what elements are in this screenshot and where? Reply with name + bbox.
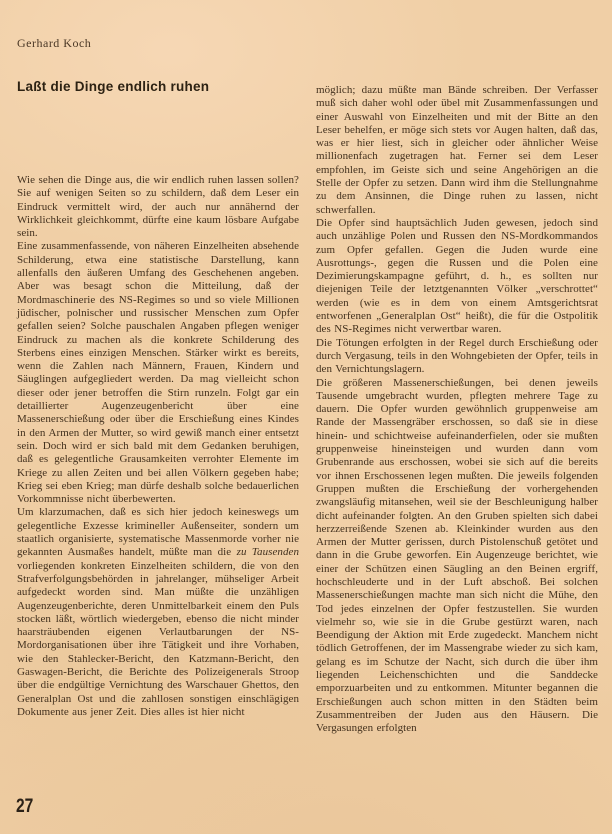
paragraph xyxy=(17,506,299,719)
right-column xyxy=(316,84,598,752)
paragraph-text: vorliegenden konkreten Einzelheiten schildern, die von den Strafverfolgungsbehörden in jahrelanger, mühseliger Arbeit aufgedeckt worden sind. Man müßte die unzähligen Augenzeugenberichte, deren Unmittelbarkeit einem den Puls stocken läßt, wörtlich wiedergeben, ebenso die nicht minder haarsträubenden eigenen Verlautbarungen der NS-Mordorganisationen über ihre Tätigkeit und ihre Vorhaben, wie den Stahlecker-Bericht, den Katzmann-Bericht, den Gaswagen-Bericht, die Berichte des Polizeigenerals Stroop über die endgültige Vernichtung des Warschauer Ghettos, den Generalplan Ost und die zahllosen sonstigen einschlägigen Dokumente aus jener Zeit. Dies alles ist hier nicht xyxy=(17,559,299,718)
page-number: 27 xyxy=(16,796,34,817)
paragraph: Eine zusammenfassende, von näheren Einzelheiten absehende Schilderung, etwa eine statistische Darstellung, kann allenfalls den äußeren Umfang des Geschehenen angeben. Aber was besagt schon die Mitteilung, daß der Mordmaschinerie des NS-Regimes so und so viele Millionen jüdischer, polnischer und russischer Menschen zum Opfer gefallen seien? Solche pauschalen Angaben pflegen weniger Eindruck zu machen als die konkrete Schilderung des Sterbens eines einzigen Menschen. Stärker wirkt es bereits, wenn die Zahlen nach Männern, Frauen, Kindern und Säuglingen aufgegliedert werden. Da mag vielleicht schon dieser oder jener betroffen die Stirn runzeln. Folgt gar ein detaillierter Augenzeugenbericht über eine Massenerschießung oder über die Erschießung eines Kindes in den Armen der Mutter, so wird gewiß manch einer entsetzt sein. Doch wird er sich bald mit dem Gedanken beruhigen, daß es gelegentliche Grausamkeiten verrohter Elemente im Kriege zu allen Zeiten und bei allen Völkern gegeben habe; Krieg sei eben Krieg; man dürfe deshalb solche bedauerlichen Vorkommnisse nicht überbewerten. xyxy=(17,240,299,506)
paragraph: Die größeren Massenerschießungen, bei denen jeweils Tausende umgebracht wurden, pflegten mehrere Tage zu dauern. Die Opfer wurden gewöhnlich gruppenweise am Rande der Massengräber erschossen, so daß sie in diese hinein- und schichtweise aufeinanderfielen, oder sie mußten gruppenweise hineinsteigen und wurden dann vom Grubenrande aus erschossen, wobei sie sich auf die bereits vor ihnen Erschossenen legen mußten. Die jeweils folgenden Gruppen mußten die Erschießung der vorhergehenden zwangsläufig mitansehen, weil sie der Beschleunigung halber dicht aufeinander folgten. An den Gruben spielten sich dabei herzzerreißende Szenen ab. Kleinkinder wurden aus den Armen der Mutter gerissen, durch Pistolenschuß getötet und dann in die Grube geworfen. Ein Augenzeuge berichtet, wie einer der Schützen einen Säugling an den Beinen ergriff, hochschleuderte und in der Luft abschoß. Bei solchen Massenerschießungen machte man sich nicht die Mühe, den Tod jedes einzelnen der Opfer festzustellen. Sie wurden vielmehr so, wie sie in die Grube gestürzt waren, nach Beendigung der Aktion mit Erde zugedeckt. Manchem nicht tödlich Getroffenen, der im Massengrabe wieder zu sich kam, gelang es im Schutze der Nacht, sich durch die über ihm liegenden Leichenschichten und die Sanddecke emporzuarbeiten und zu entkommen. Mitunter begannen die Erschießungen auch schon mitten in den Städten beim Zusammentreiben der Juden aus den Häusern. Die Vergasungen erfolgten xyxy=(316,376,598,735)
left-column xyxy=(17,174,299,756)
article-title: Laßt die Dinge endlich ruhen xyxy=(17,79,210,94)
paragraph-text: Um klarzumachen, daß es sich hier jedoch keineswegs um gelegentliche Exzesse krimineller Außenseiter, sondern um staatlich organisierte, systematische Massenmorde vorher nie gekannten Ausmaßes handelt, müßte man die xyxy=(17,506,299,559)
author-name: Gerhard Koch xyxy=(17,36,92,50)
italic-phrase: zu Tausenden xyxy=(236,546,299,559)
paragraph: Wie sehen die Dinge aus, die wir endlich ruhen lassen sollen? Sie auf wenigen Seiten so zu schildern, daß dem Leser ein Eindruck vermittelt wird, der auch nur annähernd der Wirklichkeit gleichkommt, dürfte eine kaum lösbare Aufgabe sein. xyxy=(17,174,299,240)
paragraph: Die Opfer sind hauptsächlich Juden gewesen, jedoch sind auch unzählige Polen und Russen den NS-Mordkommandos zum Opfer gefallen. Gegen die Juden wurde eine Ausrottungs-, gegen die Russen und die Polen eine Dezimierungskampagne geführt, d. h., es sollten nur diejenigen Teile der letztgenannten Völker „verschrottet“ werden (wie es in dem von einem Amtsgerichtsrat entworfenen „Generalplan Ost“ heißt), die für die Ostpolitik des NS-Regimes nicht verwertbar waren. xyxy=(316,216,598,336)
paragraph: möglich; dazu müßte man Bände schreiben. Der Verfasser muß sich daher wohl oder übel mit Zusammenfassungen und einer Auswahl von Einzelheiten und mit der Bitte an den Leser behelfen, er möge sich stets vor Augen halten, daß das, was er hier liest, sich in gleicher oder ähnlicher Weise millionenfach zugetragen hat. Ferner sei dem Leser empfohlen, im Geiste sich und seine Angehörigen an die Stelle der Opfer zu setzen. Dann wird ihm die Stellungnahme zu dem Ansinnen, die Dinge ruhen zu lassen, nicht schwerfallen. xyxy=(316,84,598,216)
paragraph: Die Tötungen erfolgten in der Regel durch Erschießung oder durch Vergasung, teils in den Wohngebieten der Opfer, teils in den Vernichtungslagern. xyxy=(316,336,598,376)
